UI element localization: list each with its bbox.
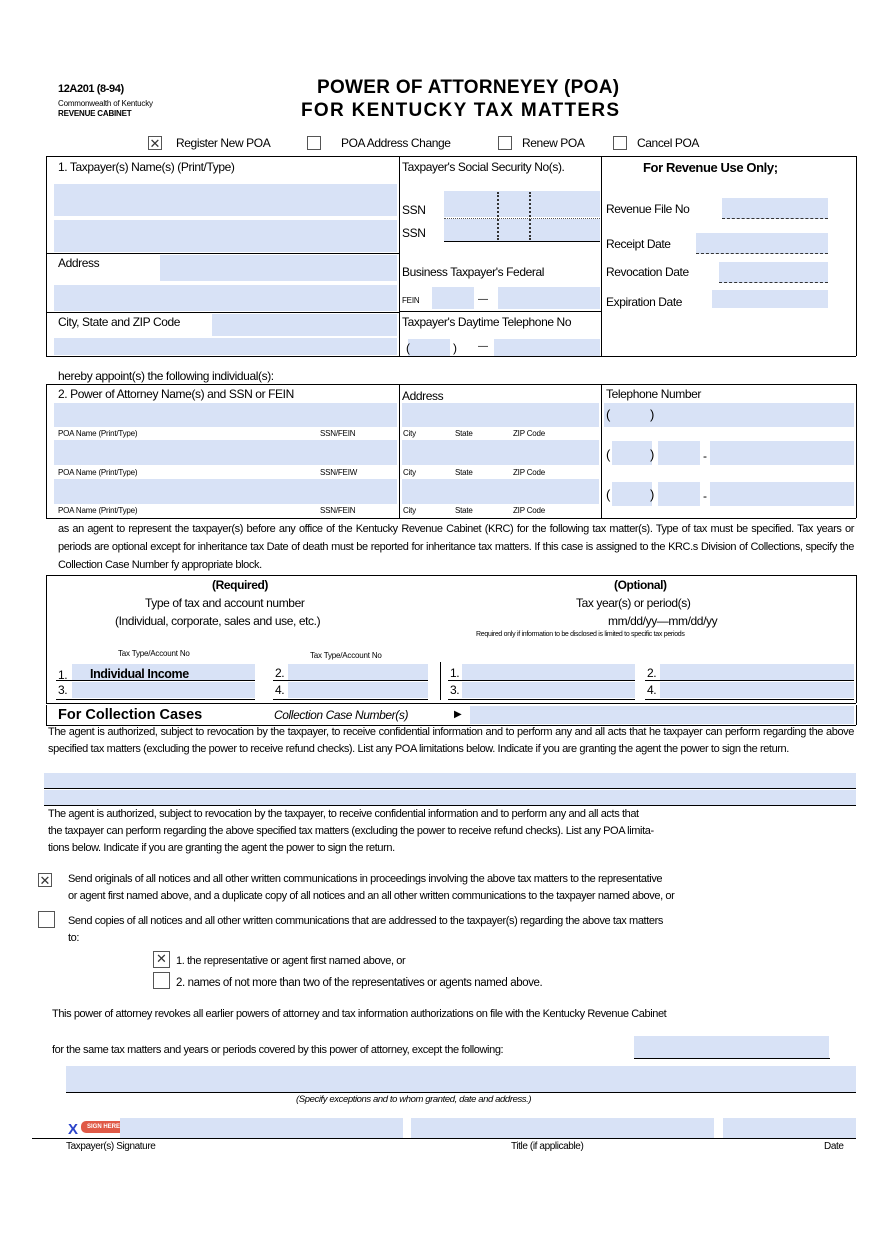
poa-phone-paren-close-2: ) (650, 447, 654, 462)
poa-phone-number-field-3[interactable] (710, 482, 854, 506)
poa-ssn-label-1: SSN/FEIN (320, 429, 356, 438)
ssn-field-2[interactable] (444, 219, 600, 241)
poa-phone-dash-2: - (703, 449, 707, 463)
send-originals-line1: Send originals of all notices and all other written communications in proceedings involving the above tax matters to the representative (68, 873, 663, 885)
tax-period-field-1[interactable] (462, 664, 635, 680)
revoke-exceptions-field[interactable] (634, 1036, 829, 1058)
revenue-file-no-label: Revenue File No (606, 202, 690, 216)
poa-phone-field-1[interactable] (604, 403, 854, 427)
poa-phone-prefix-field-3[interactable] (658, 482, 700, 506)
poa-name-field-2[interactable] (54, 440, 397, 465)
required-heading: (Required) (212, 578, 269, 592)
limits-text-line2: the taxpayer can perform regarding the above specified tax matters (excluding the power to receive refund checks). List any POA limita- (48, 825, 654, 837)
poa-name-label-1: POA Name (Print/Type) (58, 429, 138, 438)
taxpayer-name-field-1[interactable] (54, 184, 397, 216)
ssn-label-1: SSN (402, 203, 426, 217)
ssn-header: Taxpayer's Social Security No(s). (402, 160, 565, 174)
revoke-text-line1: This power of attorney revokes all earlier powers of attorney and tax information authorizations on file with the Kentucky Revenue Cabinet (52, 1008, 667, 1020)
tax-type-field-2[interactable] (288, 664, 428, 680)
poa-city-label-2: City (403, 468, 416, 477)
poa-limitations-text: The agent is authorized, subject to revocation by the taxpayer, to receive confidential information and to perform any and all acts that he taxpayer can perform regarding the above specified tax matters (excluding the power to receive refund checks). List any POA limitations below. Indicate if you are granting the agent the power to sign the return. (48, 726, 854, 755)
poa-phone-prefix-field-2[interactable] (658, 441, 700, 465)
poa-state-label-2: State (455, 468, 473, 477)
expiration-date-field[interactable] (712, 290, 828, 308)
agent-authorization-text: as an agent to represent the taxpayer(s) before any office of the Kentucky Revenue Cabinet (KRC) for the following tax matter(s). Type of tax must be specified. Tax years or periods are optional except for inheritance tax Date of death must be reported for inheritance tax matters. If this case is assigned to the KRC.s Division of Collections, specify the Collection Case Number fy appropriate block. (58, 523, 854, 571)
first-representative-label: 1. the representative or agent first named above, or (176, 955, 406, 967)
collection-case-number-label: Collection Case Number(s) (274, 708, 409, 722)
poa-name-field-3[interactable] (54, 479, 397, 504)
tax-row-num-4: 4. (275, 683, 285, 697)
poa-address-field-2[interactable] (402, 440, 599, 465)
taxpayer-name-field-2[interactable] (54, 220, 397, 252)
cancel-poa-checkbox[interactable] (613, 136, 627, 150)
optional-note: Required only if information to be disclosed is limited to specific tax periods (476, 631, 685, 638)
poa-phone-area-field-2[interactable] (612, 441, 652, 465)
sign-here-tag: SIGN HERE (81, 1121, 126, 1133)
collection-cases-title: For Collection Cases (58, 707, 203, 723)
poa-phone-paren-close-1: ) (650, 407, 654, 422)
send-originals-checkbox[interactable]: ✕ (39, 873, 51, 888)
form-title-line1: POWER OF ATTORNEYEY (POA) (317, 77, 620, 98)
phone-paren-close: ) (453, 341, 457, 355)
first-representative-checkbox[interactable]: ✕ (153, 951, 170, 968)
period-row-num-1: 1. (450, 666, 460, 680)
exceptions-detail-field[interactable] (66, 1066, 856, 1092)
ssn-divider-2 (529, 192, 531, 240)
signature-label: Taxpayer(s) Signature (66, 1141, 156, 1152)
poa-name-label-2: POA Name (Print/Type) (58, 468, 138, 477)
poa-zip-label-3: ZIP Code (513, 506, 546, 515)
renew-poa-checkbox[interactable] (498, 136, 512, 150)
period-row-num-4: 4. (647, 683, 657, 697)
poa-zip-label-2: ZIP Code (513, 468, 546, 477)
send-copies-checkbox[interactable] (38, 911, 55, 928)
send-originals-line2: or agent first named above, and a duplicate copy of all notices and an all other written communications to the taxpayer named above, or (68, 890, 675, 902)
poa-ssn-label-2: SSN/FEIW (320, 468, 358, 477)
limitations-field-1[interactable] (44, 773, 856, 788)
revenue-file-no-field[interactable] (722, 198, 828, 219)
poa-name-label-3: POA Name (Print/Type) (58, 506, 138, 515)
taxpayer-city-field-1[interactable] (212, 314, 397, 336)
taxpayer-address-field-1[interactable] (160, 255, 397, 281)
poa-address-field-1[interactable] (402, 403, 599, 427)
period-row-num-3: 3. (450, 683, 460, 697)
ssn-field-1[interactable] (444, 191, 600, 217)
limits-text-line3: tions below. Indicate if you are granting the agent the power to sign the return. (48, 842, 395, 854)
poa-phone-number-field-2[interactable] (710, 441, 854, 465)
ssn-divider-1 (497, 192, 499, 240)
poa-phone-paren-close-3: ) (650, 487, 654, 502)
signature-x-mark: X (68, 1121, 78, 1138)
optional-line1: Tax year(s) or period(s) (576, 596, 691, 610)
poa-address-field-3[interactable] (402, 479, 599, 504)
receipt-date-label: Receipt Date (606, 237, 671, 251)
agency-name: Commonwealth of Kentucky (58, 99, 153, 108)
agency-cabinet: REVENUE CABINET (58, 109, 132, 118)
two-representatives-label: 2. names of not more than two of the representatives or agents named above. (176, 977, 543, 989)
poa-city-label-1: City (403, 429, 416, 438)
poa-ssn-label-3: SSN/FEIN (320, 506, 356, 515)
revoke-text-line2: for the same tax matters and years or periods covered by this power of attorney, except the following: (52, 1044, 504, 1056)
tax-period-field-3[interactable] (462, 682, 635, 698)
send-copies-line1: Send copies of all notices and all other written communications that are addressed to the taxpayer(s) regarding the above tax matters (68, 915, 663, 927)
exceptions-note: (Specify exceptions and to whom granted, date and address.) (296, 1094, 532, 1105)
receipt-date-field[interactable] (696, 233, 828, 254)
limits-text-line1: The agent is authorized, subject to revocation by the taxpayer, to receive confidential information and to perform any and all acts that (48, 808, 639, 820)
collection-arrow-icon: ▶ (454, 709, 462, 720)
taxpayer-address-field-2[interactable] (54, 285, 397, 311)
tax-type-col-label-2: Tax Type/Account No (310, 651, 382, 660)
optional-heading: (Optional) (614, 578, 667, 592)
expiration-date-label: Expiration Date (606, 295, 683, 309)
register-new-poa-checkbox[interactable]: ✕ (149, 136, 161, 151)
title-label: Title (if applicable) (511, 1141, 584, 1152)
phone-paren-open: ( (406, 341, 410, 355)
revocation-date-field[interactable] (719, 262, 828, 283)
fein-label: FEIN (402, 296, 420, 305)
phone-number-field[interactable] (494, 339, 600, 356)
poa-names-label: 2. Power of Attorney Name(s) and SSN or FEIN (58, 387, 294, 401)
poa-city-label-3: City (403, 506, 416, 515)
fein-dash: — (478, 294, 488, 305)
poa-state-label-3: State (455, 506, 473, 515)
revenue-use-title: For Revenue Use Only; (643, 160, 778, 175)
title-field[interactable] (411, 1118, 714, 1138)
tax-type-entry-1: Individual Income (90, 667, 189, 681)
poa-name-field-1[interactable] (54, 403, 397, 427)
poa-phone-paren-open-2: ( (606, 447, 610, 462)
phone-area-code-field[interactable] (408, 339, 450, 356)
register-new-poa-label: Register New POA (176, 136, 271, 150)
tax-row-num-2: 2. (275, 666, 285, 680)
poa-phone-dash-3: - (703, 489, 707, 503)
poa-address-change-label: POA Address Change (341, 136, 451, 150)
poa-phone-area-field-3[interactable] (612, 482, 652, 506)
tax-type-col-label-1: Tax Type/Account No (118, 649, 190, 658)
business-taxpayer-label: Business Taxpayer's Federal (402, 265, 545, 279)
poa-zip-label-1: ZIP Code (513, 429, 546, 438)
address-label: Address (58, 256, 100, 270)
required-line1: Type of tax and account number (145, 596, 305, 610)
form-title-line2: FOR KENTUCKY TAX MATTERS (301, 100, 621, 121)
fein-field-number[interactable] (498, 287, 600, 309)
period-row-num-2: 2. (647, 666, 657, 680)
send-copies-line2: to: (68, 932, 80, 944)
tax-type-field-4[interactable] (288, 682, 428, 698)
tax-type-field-3[interactable] (72, 682, 255, 698)
taxpayer-city-field-2[interactable] (54, 338, 397, 355)
phone-dash: — (478, 341, 488, 352)
taxpayer-name-label: 1. Taxpayer(s) Name(s) (Print/Type) (58, 160, 235, 174)
poa-address-label: Address (402, 389, 444, 403)
cancel-poa-label: Cancel POA (637, 136, 700, 150)
fein-field-prefix[interactable] (432, 287, 474, 309)
limitations-field-2[interactable] (44, 790, 856, 805)
poa-phone-paren-open-1: ( (606, 407, 610, 422)
optional-line2: mm/dd/yy—mm/dd/yy (608, 614, 718, 628)
date-field[interactable] (723, 1118, 856, 1138)
city-state-zip-label: City, State and ZIP Code (58, 315, 181, 329)
tax-row-num-3: 3. (58, 683, 68, 697)
poa-telephone-label: Telephone Number (606, 387, 701, 401)
ssn-label-2: SSN (402, 226, 426, 240)
taxpayer-signature-field[interactable] (120, 1118, 403, 1138)
appoint-label: hereby appoint(s) the following individual(s): (58, 369, 274, 383)
collection-case-number-field[interactable] (470, 706, 854, 724)
poa-state-label-1: State (455, 429, 473, 438)
tax-period-field-2[interactable] (660, 664, 854, 680)
poa-phone-paren-open-3: ( (606, 487, 610, 502)
poa-address-change-checkbox[interactable] (307, 136, 321, 150)
required-line2: (Individual, corporate, sales and use, etc.) (115, 614, 321, 628)
date-label: Date (824, 1141, 844, 1152)
renew-poa-label: Renew POA (522, 136, 585, 150)
revocation-date-label: Revocation Date (606, 265, 689, 279)
daytime-phone-label: Taxpayer's Daytime Telephone No (402, 315, 572, 329)
two-representatives-checkbox[interactable] (153, 972, 170, 989)
tax-period-field-4[interactable] (660, 682, 854, 698)
form-number: 12A201 (8-94) (58, 83, 124, 95)
tax-row-num-1: 1. (58, 668, 68, 682)
